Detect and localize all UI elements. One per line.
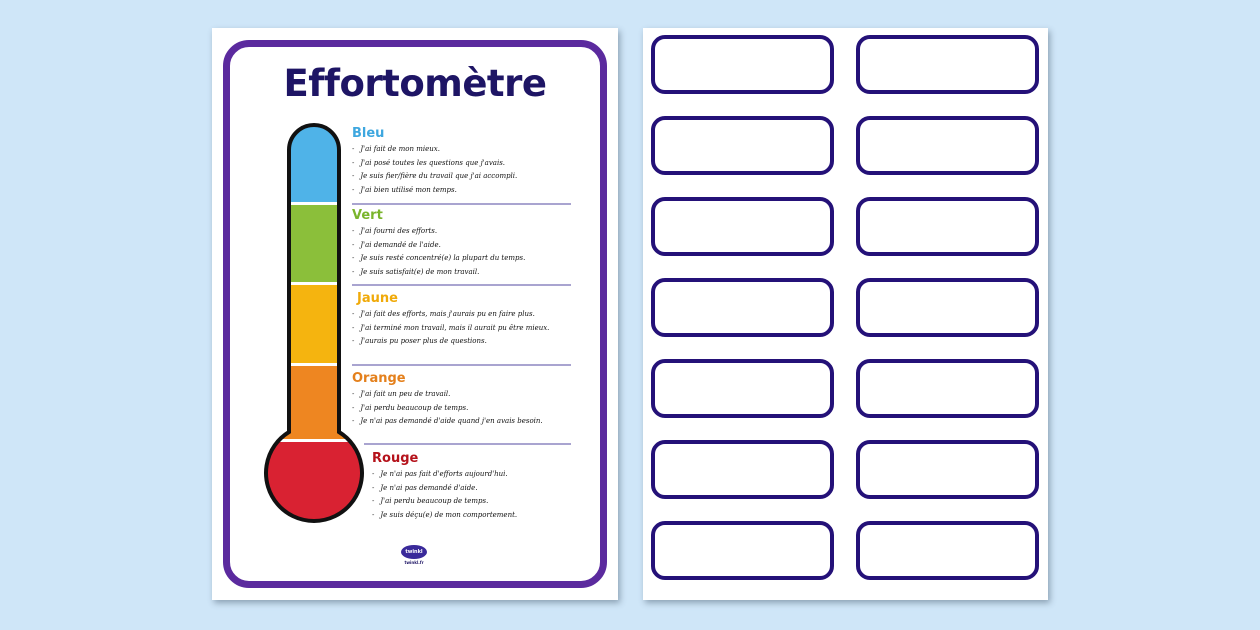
- level-item: - Je suis fier/fière du travail que j'ai accompli.: [352, 170, 572, 184]
- blank-labels-sheet: [643, 28, 1048, 600]
- level-bleu: [352, 126, 572, 197]
- level-item: - Je suis resté concentré(e) la plupart du temps.: [352, 252, 572, 266]
- level-item: - J'ai terminé mon travail, mais il aurait pu être mieux.: [352, 322, 572, 336]
- blank-label: [856, 521, 1039, 580]
- level-item: - J'ai fourni des efforts.: [352, 225, 572, 239]
- twinkl-logo: [384, 538, 444, 565]
- blank-label: [856, 35, 1039, 94]
- poster-title: Effortomètre: [283, 62, 547, 105]
- level-title: Vert: [352, 208, 383, 223]
- level-item: - J'ai demandé de l'aide.: [352, 239, 572, 253]
- blank-label: [651, 359, 834, 418]
- blank-label: [651, 278, 834, 337]
- thermo-red-bulb: [262, 442, 372, 530]
- blank-label: [856, 116, 1039, 175]
- level-jaune: [352, 291, 572, 349]
- level-orange: [352, 371, 572, 429]
- divider: [364, 443, 571, 445]
- level-title: Bleu: [352, 126, 385, 141]
- level-item: - J'ai fait de mon mieux.: [352, 143, 572, 157]
- level-item: - J'ai bien utilisé mon temps.: [352, 184, 572, 198]
- level-title: Orange: [352, 371, 406, 386]
- level-item: - J'ai posé toutes les questions que j'avais.: [352, 157, 572, 171]
- blank-label: [651, 521, 834, 580]
- level-item: - J'ai fait des efforts, mais j'aurais pu en faire plus.: [352, 308, 572, 322]
- level-item: - J'ai perdu beaucoup de temps.: [372, 495, 592, 509]
- divider: [352, 284, 571, 286]
- level-title: Jaune: [357, 291, 398, 306]
- level-item: - J'ai perdu beaucoup de temps.: [352, 402, 572, 416]
- blank-label: [856, 359, 1039, 418]
- blank-label: [856, 278, 1039, 337]
- effortometre-poster: [212, 28, 618, 600]
- level-item: - J'ai fait un peu de travail.: [352, 388, 572, 402]
- level-rouge: [372, 451, 592, 522]
- blank-label: [856, 197, 1039, 256]
- level-item: - Je n'ai pas demandé d'aide quand j'en avais besoin.: [352, 415, 572, 429]
- level-item: - Je suis déçu(e) de mon comportement.: [372, 509, 592, 523]
- level-item: - Je suis satisfait(e) de mon travail.: [352, 266, 572, 280]
- blank-label: [651, 197, 834, 256]
- level-item: - J'aurais pu poser plus de questions.: [352, 335, 572, 349]
- level-item: - Je n'ai pas demandé d'aide.: [372, 482, 592, 496]
- blank-label: [856, 440, 1039, 499]
- blank-label: [651, 440, 834, 499]
- blank-label: [651, 35, 834, 94]
- level-title: Rouge: [372, 451, 419, 466]
- logo-badge: twinkl: [401, 545, 427, 559]
- divider: [352, 203, 571, 205]
- level-item: - Je n'ai pas fait d'efforts aujourd'hui.: [372, 468, 592, 482]
- divider: [352, 364, 571, 366]
- blank-label: [651, 116, 834, 175]
- logo-tagline: twinkl.fr: [404, 560, 424, 565]
- level-vert: [352, 208, 572, 279]
